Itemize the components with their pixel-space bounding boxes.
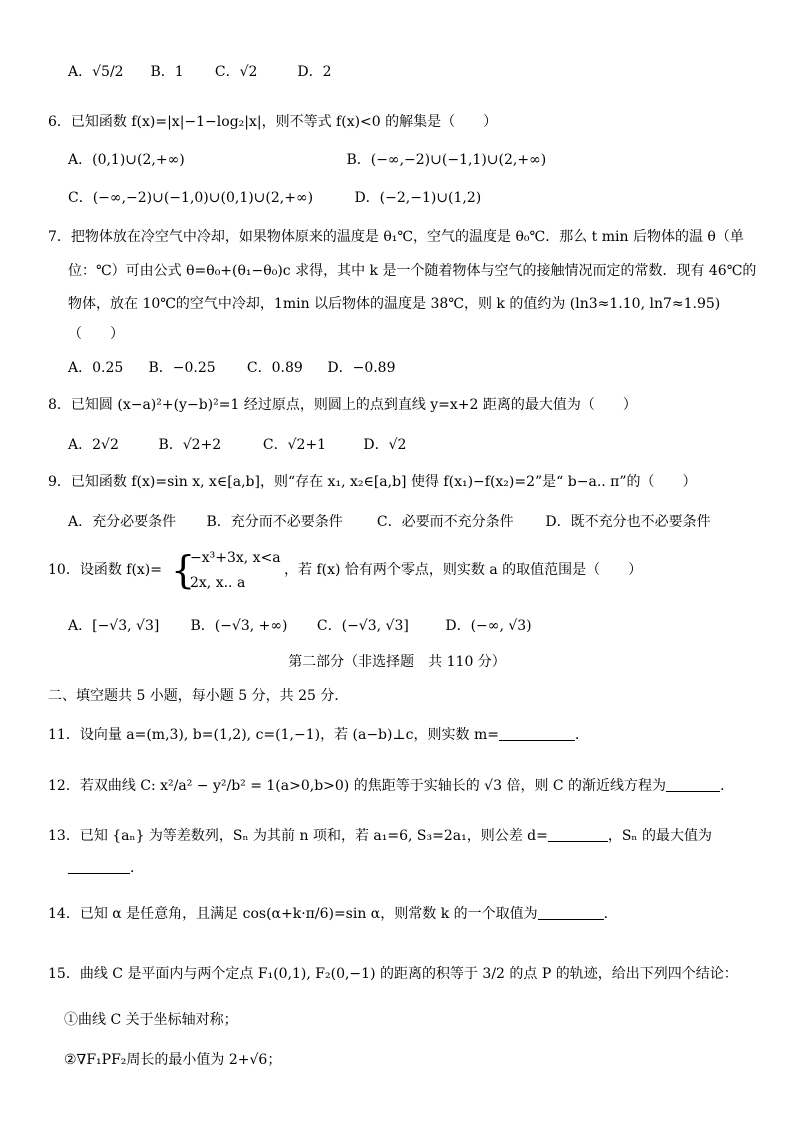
q6-options-row2: [68, 188, 481, 208]
q6-option-a: A．(0,1)∪(2,+∞): [68, 152, 185, 168]
q10-option-b: B．(−√3, +∞): [190, 618, 288, 634]
q7-option-c: C．0.89: [246, 360, 303, 376]
q12: [48, 776, 734, 796]
q13: [48, 826, 712, 846]
q13-text: 13．已知 {aₙ} 为等差数列，Sₙ 为其前 n 项和，若 a₁=6, S₃=2a₁，则公差 d=: [48, 828, 548, 844]
q5-option-b: B．1: [150, 64, 184, 80]
q8-option-c: C．√2+1: [262, 437, 327, 453]
q11: [48, 725, 589, 745]
q6-stem: 6．已知函数 f(x)=|x|−1−log₂|x|，则不等式 f(x)<0 的解集是（ ）: [48, 114, 498, 130]
part2-title: 第二部分（非选择题 共 110 分）: [288, 654, 506, 670]
q6-option-c: C．(−∞,−2)∪(−1,0)∪(0,1)∪(2,+∞): [68, 190, 314, 206]
q5-option-c: C．√2: [214, 64, 258, 80]
q8-stem: 8．已知圆 (x−a)²+(y−b)²=1 经过原点，则圆上的点到直线 y=x+2 距离的最大值为（ ）: [48, 397, 637, 413]
fill-section-header: 二、填空题共 5 小题，每小题 5 分，共 25 分．: [48, 688, 349, 704]
q10-options: [68, 616, 532, 636]
q8-option-b: B．√2+2: [158, 437, 222, 453]
q10-prefix: 10．设函数 f(x)=: [48, 562, 162, 578]
q8-option-d: D．√2: [363, 437, 407, 453]
q8-options: [68, 435, 406, 455]
q5-option-d: D．2: [297, 64, 332, 80]
q7-option-a: A．0.25: [68, 360, 124, 376]
q13-end: ．: [130, 860, 144, 876]
q13-line2: [68, 858, 144, 878]
q12-answer-blank[interactable]: [666, 777, 720, 792]
q12-end: ．: [720, 778, 735, 794]
q7-line2: 位：℃）可由公式 θ=θ₀+(θ₁−θ₀)c 求得，其中 k 是一个随着物体与空气的接触情况而定的常数．现有 46℃的: [68, 263, 757, 279]
q10-option-c: C．(−√3, √3]: [316, 618, 409, 634]
q9-stem: 9．已知函数 f(x)=sin x, x∈[a,b]，则“存在 x₁, x₂∈[a,b] 使得 f(x₁)−f(x₂)=2”是“ b−a.. π”的（ ）: [48, 474, 697, 490]
q14: [48, 904, 618, 924]
q9-option-d: D．既不充分也不必要条件: [545, 514, 711, 530]
q11-answer-blank[interactable]: [499, 726, 575, 741]
q9-option-a: A．充分必要条件: [68, 514, 177, 530]
q15-conclusion-2: ②∇F₁PF₂周长的最小值为 2+√6；: [64, 1052, 282, 1068]
q10-brace: {: [171, 548, 196, 592]
q8-option-a: A．2√2: [68, 437, 119, 453]
q10-suffix: ，若 f(x) 恰有两个零点，则实数 a 的取值范围是（ ）: [284, 562, 643, 578]
q14-text: 14．已知 α 是任意角，且满足 cos(α+k·π/6)=sin α，则常数 k 的一个取值为: [48, 906, 538, 922]
q10-case2: 2x, x.. a: [190, 575, 246, 591]
q9-option-c: C．必要而不充分条件: [376, 514, 514, 530]
q9-options: [68, 512, 711, 532]
q5-options: [68, 62, 332, 82]
q6-options-row1: [68, 150, 546, 170]
q11-text: 11．设向量 a=(m,3), b=(1,2), c=(1,−1)，若 (a−b)⊥c，则实数 m=: [48, 727, 499, 743]
q10-case1: −x³+3x, x<a: [190, 550, 281, 566]
q7-line3: 物体，放在 10℃的空气中冷却，1min 以后物体的温度是 38℃，则 k 的值约为 (ln3≈1.10, ln7≈1.95): [68, 296, 721, 312]
q7-option-d: D．−0.89: [327, 360, 396, 376]
q12-text: 12．若双曲线 C: x²/a² − y²/b² = 1(a>0,b>0) 的焦距等于实轴长的 √3 倍，则 C 的渐近线方程为: [48, 778, 667, 794]
q13-answer-blank-max[interactable]: [68, 859, 130, 874]
q10-option-a: A．[−√3, √3]: [68, 618, 160, 634]
q6-option-d: D．(−2,−1)∪(1,2): [354, 190, 482, 206]
q7-line4: （ ）: [68, 326, 124, 342]
q6-option-b: B．(−∞,−2)∪(−1,1)∪(2,+∞): [346, 152, 547, 168]
q5-option-a: A．√5/2: [68, 64, 124, 80]
q7-line1: 7．把物体放在冷空气中冷却，如果物体原来的温度是 θ₁℃，空气的温度是 θ₀℃．那么 t min 后物体的温 θ（单: [48, 229, 744, 245]
q10-option-d: D．(−∞, √3): [445, 618, 532, 634]
q14-answer-blank[interactable]: [538, 905, 604, 920]
q13-mid: ，Sₙ 的最大值为: [607, 828, 712, 844]
q7-options: [68, 358, 396, 378]
q15-stem: 15．曲线 C 是平面内与两个定点 F₁(0,1), F₂(0,−1) 的距离的积等于 3/2 的点 P 的轨迹，给出下列四个结论：: [48, 966, 738, 982]
q7-option-b: B．−0.25: [148, 360, 216, 376]
q13-answer-blank-d[interactable]: [548, 827, 608, 842]
q11-end: ．: [574, 727, 589, 743]
q14-end: ．: [603, 906, 618, 922]
q9-option-b: B．充分而不必要条件: [206, 514, 343, 530]
q15-conclusion-1: ①曲线 C 关于坐标轴对称；: [64, 1012, 238, 1028]
